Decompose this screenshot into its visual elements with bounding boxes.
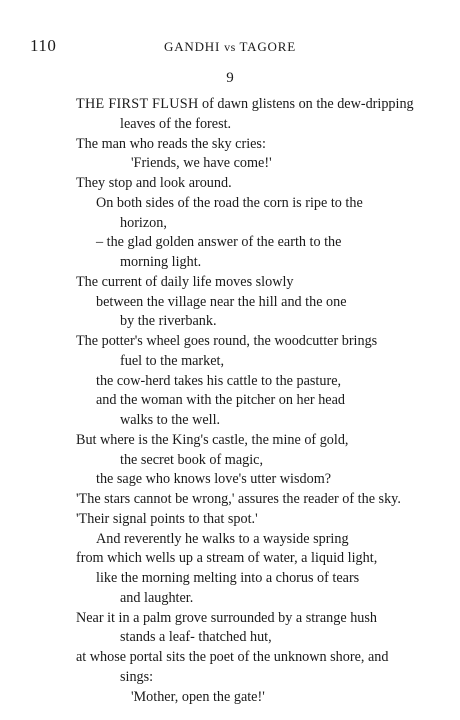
- poem-line: the secret book of magic,: [120, 451, 264, 468]
- poem-line: On both sides of the road the corn is ripe to the: [96, 194, 363, 211]
- running-head-left: GANDHI: [164, 39, 221, 54]
- poem-line: stands a leaf- thatched hut,: [120, 629, 272, 646]
- poem-line: horizon,: [120, 214, 167, 231]
- section-number: 9: [226, 70, 234, 86]
- poem-line: 'Their signal points to that spot.': [76, 510, 258, 527]
- page-number: 110: [30, 36, 57, 55]
- poem-line: sings:: [120, 668, 154, 685]
- running-head-right: TAGORE: [239, 39, 296, 54]
- poem-line: fuel to the market,: [120, 352, 225, 369]
- poem-line: [76, 95, 460, 115]
- poem-line: 'Friends, we have come!': [131, 155, 272, 172]
- poem-line: from which wells up a stream of water, a liquid light,: [76, 550, 378, 567]
- poem-line: the sage who knows love's utter wisdom?: [96, 471, 332, 488]
- poem-line: morning light.: [120, 254, 202, 270]
- poem-line: And reverently he walks to a wayside spring: [96, 530, 349, 547]
- poem-line: like the morning melting into a chorus of tears: [96, 570, 360, 586]
- opening-caps: THE FIRST FLUSH: [76, 96, 199, 112]
- running-head-vs: vs: [224, 40, 236, 54]
- poem-line: and the woman with the pitcher on her head: [96, 392, 345, 409]
- poem: [76, 95, 460, 707]
- poem-line: by the riverbank.: [120, 313, 217, 330]
- poem-line-text: of dawn glistens on the dew-dripping: [198, 96, 414, 112]
- poem-line: – the glad golden answer of the earth to the: [96, 234, 342, 251]
- poem-line: The man who reads the sky cries:: [76, 135, 266, 152]
- poem-line: and laughter.: [120, 589, 194, 606]
- poem-line: Near it in a palm grove surrounded by a strange hush: [76, 609, 378, 626]
- poem-line: between the village near the hill and the one: [96, 293, 347, 310]
- poem-line: leaves of the forest.: [120, 115, 232, 132]
- poem-line: The current of daily life moves slowly: [76, 273, 294, 290]
- poem-line: But where is the King's castle, the mine of gold,: [76, 431, 349, 448]
- running-head: [0, 39, 460, 55]
- poem-line: walks to the well.: [120, 412, 221, 428]
- poem-line: 'Mother, open the gate!': [131, 688, 265, 705]
- poem-line: the cow-herd takes his cattle to the pasture,: [96, 372, 342, 389]
- poem-line: 'The stars cannot be wrong,' assures the reader of the sky.: [76, 491, 401, 507]
- poem-line: at whose portal sits the poet of the unknown shore, and: [76, 649, 389, 665]
- poem-line: They stop and look around.: [76, 175, 232, 191]
- poem-line: The potter's wheel goes round, the woodcutter brings: [76, 333, 378, 349]
